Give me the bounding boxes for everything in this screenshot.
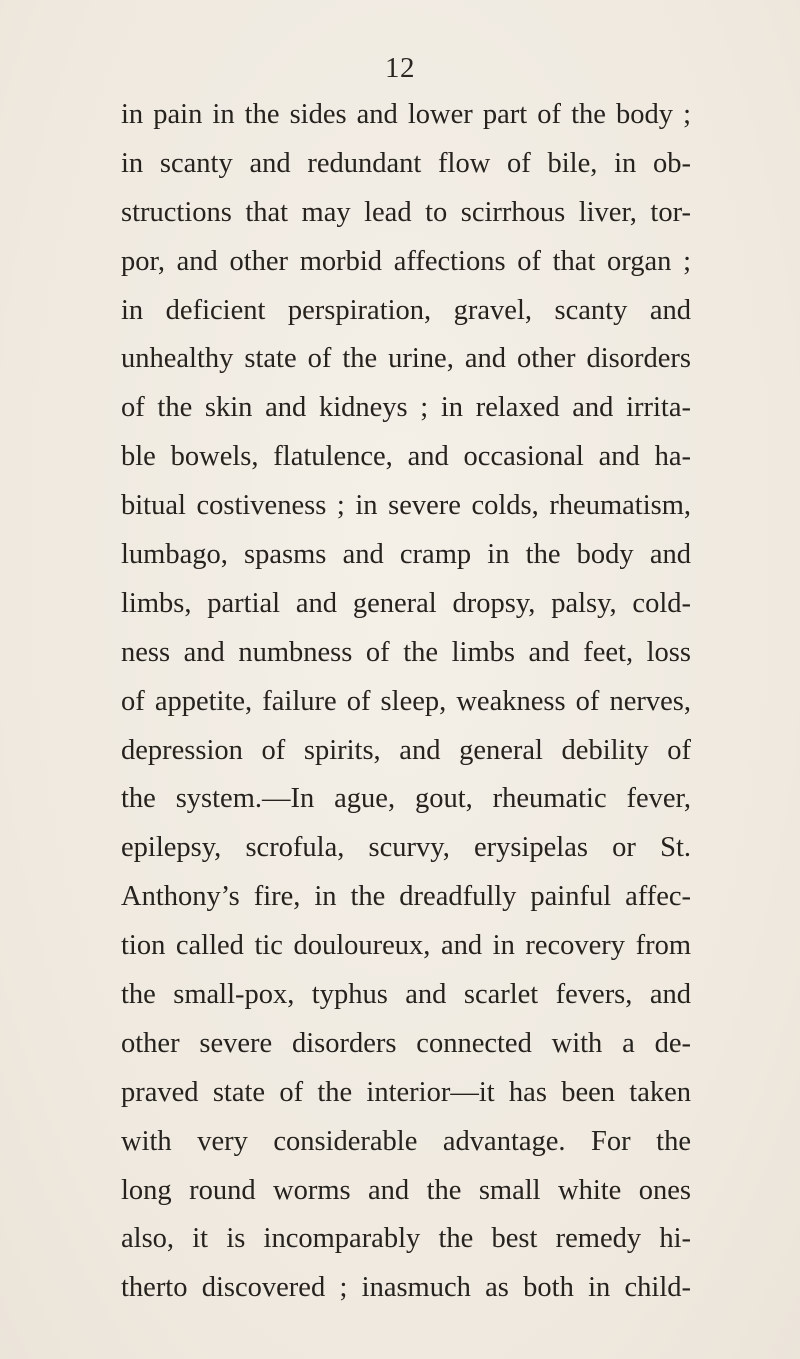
text-line: limbs, partial and general dropsy, palsy, cold- — [121, 587, 691, 619]
text-line: the small-pox, typhus and scarlet fevers, and — [121, 979, 691, 1011]
text-line: depression of spirits, and general debility of — [121, 734, 691, 766]
text-line: lumbago, spasms and cramp in the body and — [121, 539, 691, 571]
text-line: of appetite, failure of sleep, weakness of nerves, — [121, 685, 691, 717]
text-line: praved state of the interior—it has been taken — [121, 1076, 691, 1108]
text-line: the system.—In ague, gout, rheumatic fever, — [121, 783, 691, 815]
text-line: in pain in the sides and lower part of the body ; — [121, 99, 691, 130]
text-line: therto discovered ; inasmuch as both in child- — [121, 1272, 691, 1304]
text-line: also, it is incomparably the best remedy hi- — [121, 1223, 691, 1255]
text-line: epilepsy, scrofula, scurvy, erysipelas or St. — [121, 832, 691, 864]
text-line: long round worms and the small white ones — [121, 1174, 691, 1206]
text-line: ness and numbness of the limbs and feet, loss — [121, 636, 691, 668]
text-line: Anthony’s fire, in the dreadfully painful affec- — [121, 881, 691, 913]
text-line: por, and other morbid affections of that organ ; — [121, 245, 691, 277]
page-number: 12 — [385, 52, 415, 84]
text-line: other severe disorders connected with a de- — [121, 1027, 691, 1059]
text-line: in deficient perspiration, gravel, scanty and — [121, 294, 691, 326]
text-line: in scanty and redundant flow of bile, in ob- — [121, 147, 691, 179]
text-line: tion called tic douloureux, and in recovery from — [121, 930, 691, 962]
body-text — [121, 91, 691, 1313]
text-line: bitual costiveness ; in severe colds, rheumatism, — [121, 490, 691, 522]
text-line: of the skin and kidneys ; in relaxed and irrita- — [121, 392, 691, 424]
text-line: unhealthy state of the urine, and other disorders — [121, 343, 691, 375]
text-line: with very considerable advantage. For the — [121, 1125, 691, 1157]
text-line: ble bowels, flatulence, and occasional and ha- — [121, 441, 691, 473]
text-line: structions that may lead to scirrhous liver, tor- — [121, 196, 691, 228]
